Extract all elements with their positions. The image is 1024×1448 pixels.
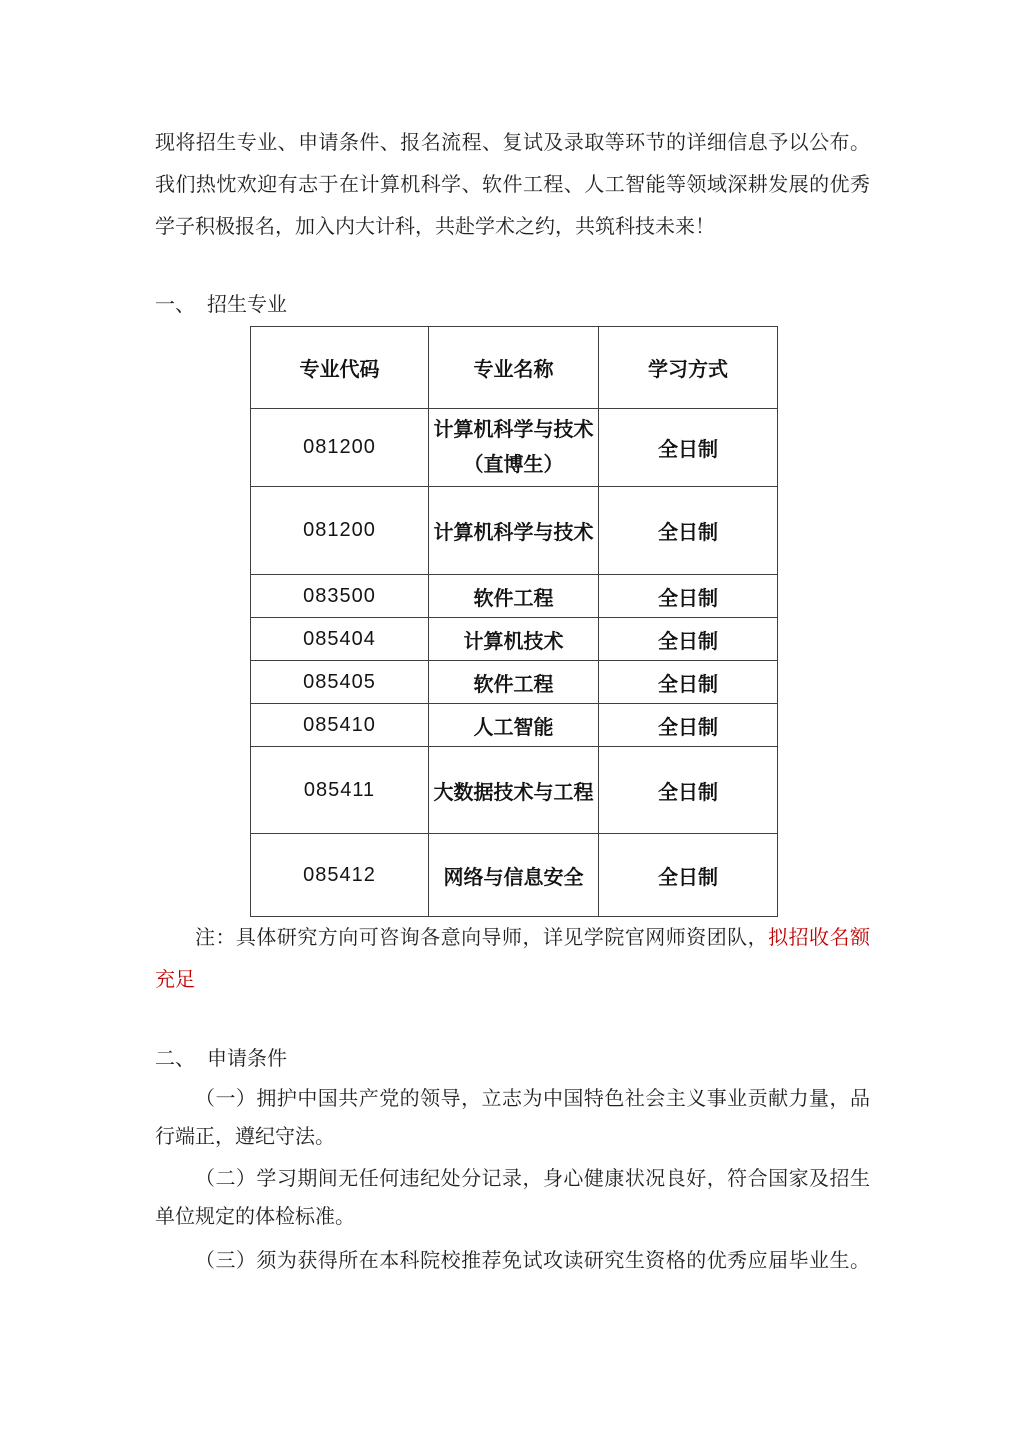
study-mode: 全日制 xyxy=(599,618,778,661)
section-1-number: 一、 xyxy=(155,294,195,316)
note-text: 注：具体研究方向可咨询各意向导师，详见学院官网师资团队， xyxy=(195,927,769,949)
program-code: 085405 xyxy=(251,661,429,704)
study-mode: 全日制 xyxy=(599,661,778,704)
table-header-mode: 学习方式 xyxy=(599,327,778,409)
table-row xyxy=(251,487,778,575)
condition-2-line-2: 单位规定的体检标准。 xyxy=(155,1206,355,1228)
section-2-number: 二、 xyxy=(155,1048,195,1070)
intro-line-1: 现将招生专业、申请条件、报名流程、复试及录取等环节的详细信息予以公布。 xyxy=(155,132,870,154)
program-name xyxy=(429,409,599,487)
note-red-text: 拟招收名额 xyxy=(768,927,870,949)
condition-3-line-1: （三）须为获得所在本科院校推荐免试攻读研究生资格的优秀应届毕业生。 xyxy=(195,1250,870,1272)
condition-1 xyxy=(155,1080,870,1156)
table-row xyxy=(251,618,778,661)
program-code: 081200 xyxy=(251,409,429,487)
program-code: 085410 xyxy=(251,704,429,747)
program-name: 大数据技术与工程 xyxy=(429,747,599,834)
program-name: 计算机科学与技术 xyxy=(429,487,599,575)
section-2-title: 申请条件 xyxy=(207,1048,287,1070)
study-mode: 全日制 xyxy=(599,704,778,747)
section-2-heading xyxy=(155,1038,870,1080)
program-code: 085411 xyxy=(251,747,429,834)
admission-programs-table xyxy=(250,326,778,917)
program-name-line-2: （直博生） xyxy=(463,453,564,476)
program-name: 计算机技术 xyxy=(429,618,599,661)
program-code: 085404 xyxy=(251,618,429,661)
program-code: 083500 xyxy=(251,575,429,618)
table-header-code: 专业代码 xyxy=(251,327,429,409)
table-row xyxy=(251,834,778,917)
condition-1-line-1: （一）拥护中国共产党的领导，立志为中国特色社会主义事业贡献力量，品 xyxy=(195,1088,870,1110)
program-code: 081200 xyxy=(251,487,429,575)
table-header-name: 专业名称 xyxy=(429,327,599,409)
table-row xyxy=(251,661,778,704)
document-content xyxy=(155,0,870,1280)
condition-2 xyxy=(155,1160,870,1236)
study-mode: 全日制 xyxy=(599,834,778,917)
table-header-row xyxy=(251,327,778,409)
table-row xyxy=(251,409,778,487)
program-name-line-1: 计算机科学与技术 xyxy=(433,418,594,441)
program-name: 软件工程 xyxy=(429,661,599,704)
program-code: 085412 xyxy=(251,834,429,917)
table-row xyxy=(251,704,778,747)
note-line-1 xyxy=(155,917,870,959)
program-name: 软件工程 xyxy=(429,575,599,618)
section-1-title: 招生专业 xyxy=(207,294,287,316)
condition-2-line-1: （二）学习期间无任何违纪处分记录，身心健康状况良好，符合国家及招生 xyxy=(195,1168,870,1190)
condition-3 xyxy=(155,1242,870,1280)
table-row xyxy=(251,747,778,834)
study-mode: 全日制 xyxy=(599,409,778,487)
study-mode: 全日制 xyxy=(599,747,778,834)
program-name: 人工智能 xyxy=(429,704,599,747)
condition-1-line-2: 行端正，遵纪守法。 xyxy=(155,1126,335,1148)
program-name: 网络与信息安全 xyxy=(429,834,599,917)
study-mode: 全日制 xyxy=(599,487,778,575)
intro-line-2: 我们热忱欢迎有志于在计算机科学、软件工程、人工智能等领域深耕发展的优秀 xyxy=(155,174,870,196)
note-line-2: 充足 xyxy=(155,969,195,991)
section-1-heading xyxy=(155,284,870,326)
intro-line-3: 学子积极报名，加入内大计科，共赴学术之约，共筑科技未来！ xyxy=(155,216,715,238)
study-mode: 全日制 xyxy=(599,575,778,618)
table-row xyxy=(251,575,778,618)
